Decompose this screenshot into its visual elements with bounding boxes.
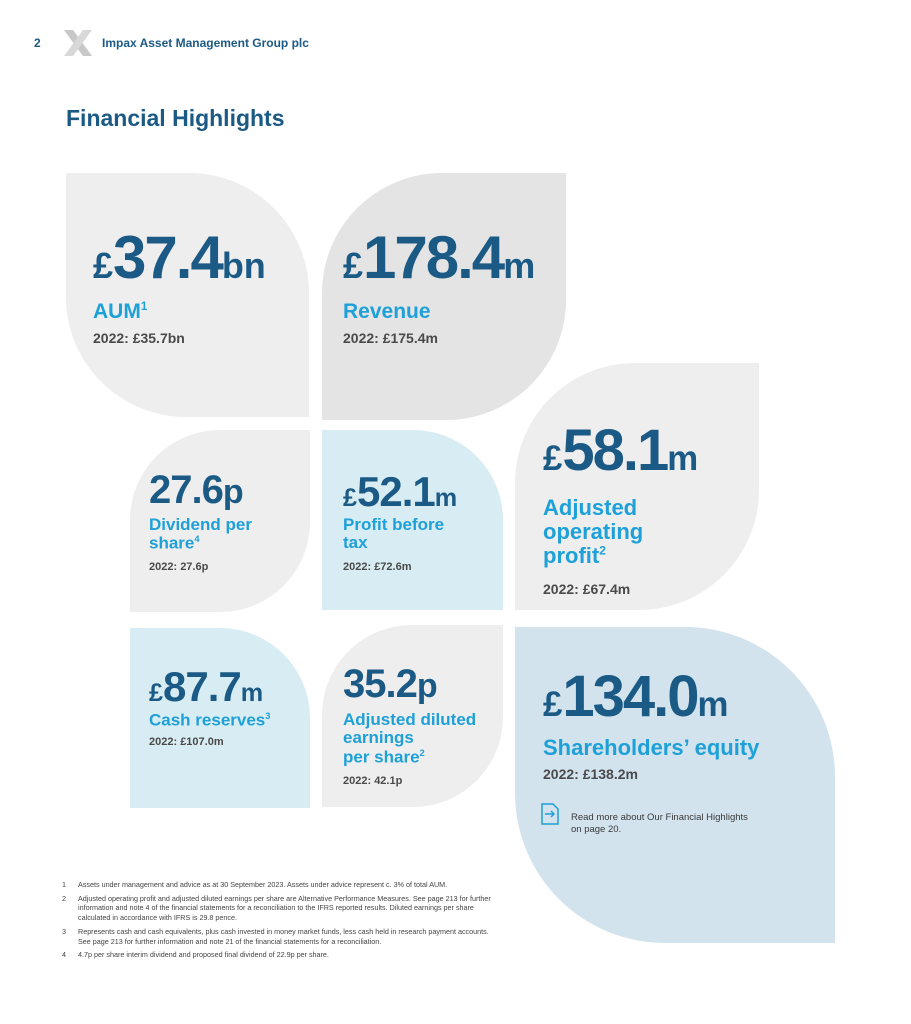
aum-label: AUM$^1$ <box>93 300 148 323</box>
profit-before-tax-label: Profit before tax <box>343 515 445 553</box>
shareholders-equity-prior-year: 2022: £138.2m <box>543 766 638 782</box>
aum-prior-year: 2022: £35.7bn <box>93 330 185 346</box>
adjusted-operating-profit-label: Adjusted operating profit$^2$ <box>543 495 644 568</box>
cash-reserves-prior-year: 2022: £107.0m <box>149 736 224 748</box>
aum-tile <box>66 173 309 417</box>
shareholders-equity-label: Shareholders’ equity <box>543 735 760 760</box>
page-arrow-icon[interactable] <box>541 803 559 825</box>
adjusted-diluted-eps-label: Adjusted diluted earnings per share$^2$ <box>343 710 477 767</box>
footnote-item: 3 Represents cash and cash equivalents, plus cash invested in money market funds, less cash held in research payment accounts. See page 213 for further information and note 21 of the financial statements for a reconciliation. <box>62 926 489 946</box>
revenue-tile <box>322 173 566 420</box>
adjusted-operating-profit-value: £58.1m <box>543 418 699 483</box>
revenue-prior-year: 2022: £175.4m <box>343 330 438 346</box>
page-number: 2 <box>34 36 41 50</box>
page-title: Financial Highlights <box>66 105 285 131</box>
footnote-item: 4 4.7p per share interim dividend and proposed final dividend of 22.9p per share. <box>62 950 329 960</box>
cash-reserves-label: Cash reserves$^3$ <box>149 710 271 730</box>
company-name: Impax Asset Management Group plc <box>102 36 309 50</box>
footnote-item: 2 Adjusted operating profit and adjusted diluted earnings per share are Alternative Performance Measures. See page 213 for further information and note 4 of the financial statements for a reconciliation to the IFRS reported results. Diluted earnings per share calculated in accordance with IFRS is 29.8 pence. <box>62 893 491 923</box>
shareholders-equity-value: £134.0m <box>543 664 729 729</box>
profit-before-tax-prior-year: 2022: £72.6m <box>343 561 412 573</box>
aum-value: £37.4bn <box>93 224 266 291</box>
cash-reserves-value: £87.7m <box>149 663 264 710</box>
revenue-value: £178.4m <box>343 224 536 291</box>
impax-x-logo-icon <box>62 30 94 56</box>
revenue-label: Revenue <box>343 300 431 323</box>
profit-before-tax-value: £52.1m <box>343 468 458 515</box>
adjusted-operating-profit-tile <box>515 363 759 610</box>
adjusted-diluted-eps-prior-year: 2022: 42.1p <box>343 775 403 787</box>
dividend-label: Dividend per share$^4$ <box>149 515 252 554</box>
read-more-link[interactable]: Read more about Our Financial Highlights on page 20. <box>571 812 748 836</box>
footnote-item: 1 Assets under management and advice as at 30 September 2023. Assets under advice represent c. 3% of total AUM. <box>62 880 448 889</box>
dividend-value: 27.6p <box>149 468 244 512</box>
adjusted-operating-profit-prior-year: 2022: £67.4m <box>543 581 631 597</box>
adjusted-diluted-eps-value: 35.2p <box>343 662 438 706</box>
footnotes <box>62 880 502 964</box>
dividend-prior-year: 2022: 27.6p <box>149 561 209 573</box>
